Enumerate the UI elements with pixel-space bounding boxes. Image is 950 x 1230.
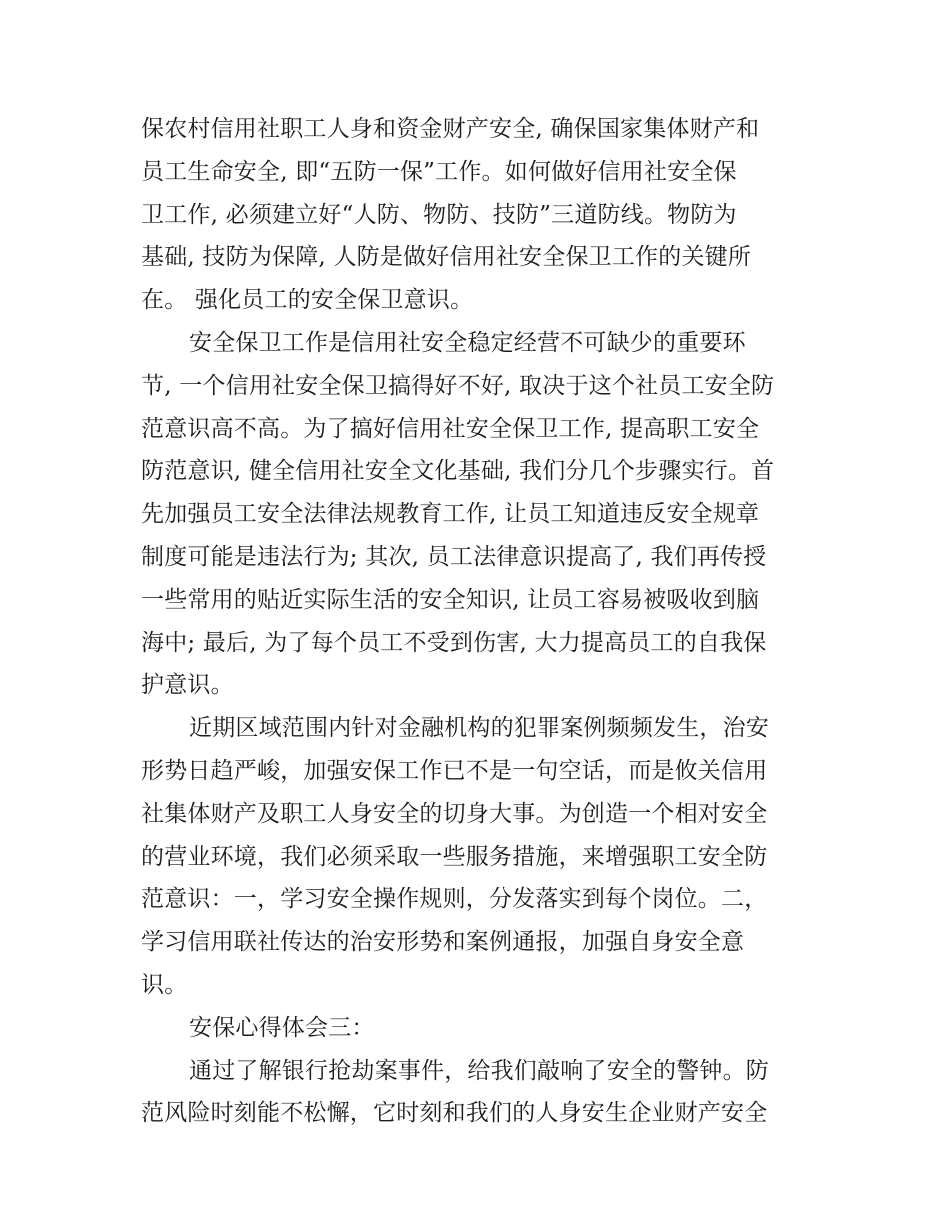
text-line: 先加强员工安全法律法规教育工作, 让员工知道违反安全规章 (141, 501, 760, 528)
text-line: 范风险时刻能不松懈，它时刻和我们的人身安生企业财产安全 (141, 1100, 768, 1127)
text-line: 形势日趋严峻，加强安保工作已不是一句空话，而是攸关信用 (141, 757, 768, 784)
text-line: 基础, 技防为保障, 人防是做好信用社安全保卫工作的关键所 (141, 244, 752, 271)
text-line: 安全保卫工作是信用社安全稳定经营不可缺少的重要环 (189, 329, 746, 356)
text-line: 保农村信用社职工人身和资金财产安全, 确保国家集体财产和 (141, 116, 760, 142)
text-line: 范意识：一，学习安全操作规则，分发落实到每个岗位。二， (141, 886, 768, 913)
text-line: 海中; 最后, 为了每个员工不受到伤害, 大力提高员工的自我保 (141, 629, 767, 656)
text-line: 社集体财产及职工人身安全的切身大事。为创造一个相对安全 (141, 800, 768, 827)
text-line: 识。 (141, 971, 188, 998)
text-line: 员工生命安全, 即“五防一保”工作。如何做好信用社安全保 (141, 158, 737, 185)
paragraph-3 (141, 707, 813, 1007)
document-page (141, 108, 813, 1135)
paragraph-5 (141, 1050, 813, 1136)
text-line: 节, 一个信用社安全保卫搞得好不好, 取决于这个社员工安全防 (141, 372, 775, 399)
paragraph-1 (141, 108, 813, 322)
text-line: 防范意识, 健全信用社安全文化基础, 我们分几个步骤实行。首 (141, 458, 775, 485)
text-line: 近期区域范围内针对金融机构的犯罪案例频频发生，治安 (189, 715, 769, 742)
text-line: 卫工作, 必须建立好“人防、物防、技防”三道防线。物防为 (141, 201, 737, 228)
text-line: 学习信用联社传达的治安形势和案例通报，加强自身安全意 (141, 929, 745, 956)
text-line: 安保心得体会三： (189, 1014, 375, 1041)
text-line: 护意识。 (141, 672, 234, 699)
text-line: 的营业环境，我们必须采取一些服务措施，来增强职工安全防 (141, 843, 768, 870)
text-line: 范意识高不高。为了搞好信用社安全保卫工作, 提高职工安全 (141, 415, 760, 442)
paragraph-2 (141, 322, 813, 707)
text-line: 在。 强化员工的安全保卫意识。 (141, 287, 474, 314)
text-line: 通过了解银行抢劫案事件，给我们敲响了安全的警钟。防 (189, 1057, 769, 1084)
text-line: 一些常用的贴近实际生活的安全知识, 让员工容易被吸收到脑 (141, 586, 760, 613)
section-heading (141, 1007, 813, 1050)
text-line: 制度可能是违法行为; 其次, 员工法律意识提高了, 我们再传授 (141, 543, 767, 570)
